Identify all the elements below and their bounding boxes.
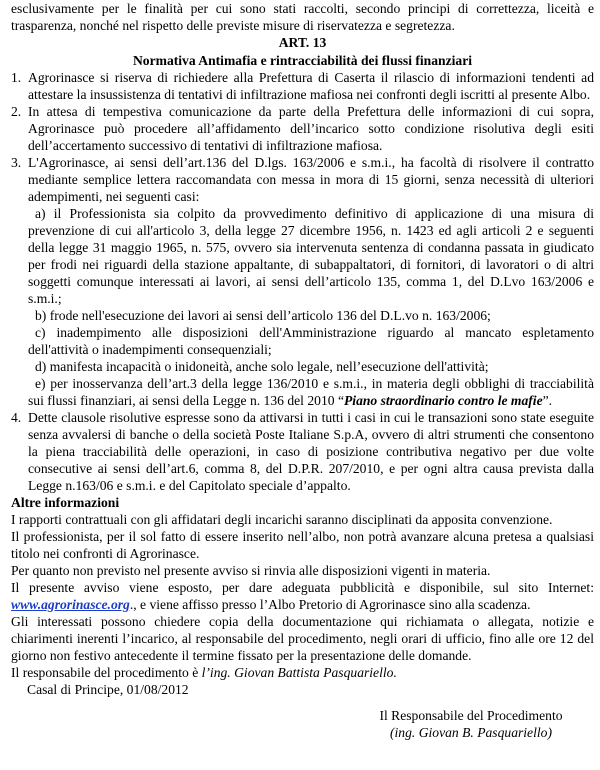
subclause-b: b) frode nell'esecuzione dei lavori ai sensi dell’articolo 136 del D.L.vo n. 163/2006; bbox=[35, 308, 491, 323]
subclause-e-end: ”. bbox=[542, 393, 553, 408]
signature-role: Il Responsabile del Procedimento bbox=[379, 708, 563, 723]
list-item-text: Dette clausole risolutive espresse sono da attivarsi in tutti i casi in cui le transazioni sono state eseguite senza avvalersi di banche o della società Poste Italiane S.p.A, ovvero di altri strumenti che consentono la piena tracciabilità delle operazioni, in caso di posizione contributiva negativo per due volte consecutive ai sensi dell’art.6, comma 8, del D.P.R. 207/2010, e per ogni altra causa prevista dalla Legge n.163/06 e s.m.i. e del Capitolato speciale d’appalto. bbox=[28, 410, 594, 493]
list-item-4 bbox=[11, 409, 594, 494]
subclause-c: c) inadempimento alle disposizioni dell'Amministrazione riguardo al mancato espletamento dell'attività o inadempimenti consequenziali; bbox=[28, 325, 594, 357]
other-info-p6-text: Il responsabile del procedimento è bbox=[11, 665, 202, 680]
list-item-text: In attesa di tempestiva comunicazione da parte della Prefettura delle informazioni di cui sopra, Agrorinasce può procedere all’affidamento dell’incarico sotto condizione risolutiva degli esiti dell’accertamento successivo di tentativi di infiltrazione mafiosa. bbox=[28, 104, 594, 153]
other-info-p2: Il professionista, per il sol fatto di essere inserito nell’albo, non potrà avanzare alcuna pretesa a qualsiasi titolo nei confronti di Agrorinasce. bbox=[11, 529, 594, 561]
list-number: 2. bbox=[11, 104, 22, 119]
subclause-d: d) manifesta incapacità o inidoneità, anche solo legale, nell’esecuzione dell'attività; bbox=[35, 359, 489, 374]
list-item-1 bbox=[11, 69, 594, 103]
list-item-3 bbox=[11, 154, 594, 409]
other-info-p4-end: ., e viene affisso presso l’Albo Pretorio di Agrorinasce sino alla scadenza. bbox=[129, 597, 531, 612]
website-link[interactable]: www.agrorinasce.org bbox=[11, 597, 130, 612]
article-number: ART. 13 bbox=[278, 35, 327, 50]
list-item-text: L'Agrorinasce, ai sensi dell’art.136 del D.lgs. 163/2006 e s.m.i., ha facoltà di risolvere il contratto mediante semplice lettera raccomandata con messa in mora di 15 giorni, senza necessità di ulteriori adempimenti, nei seguenti casi: bbox=[28, 155, 594, 204]
signature-name: (ing. Giovan B. Pasquariello) bbox=[390, 725, 552, 740]
other-info-p1: I rapporti contrattuali con gli affidatari degli incarichi saranno disciplinati da apposita convenzione. bbox=[11, 512, 553, 527]
list-number: 1. bbox=[11, 70, 22, 85]
signature-block bbox=[346, 707, 596, 741]
other-info-heading: Altre informazioni bbox=[11, 495, 120, 510]
article-title: Normativa Antimafia e rintracciabilità dei flussi finanziari bbox=[132, 53, 473, 68]
place-and-date: Casal di Principe, 01/08/2012 bbox=[27, 682, 189, 697]
intro-paragraph-tail: esclusivamente per le finalità per cui sono stati raccolti, secondo principi di correttezza, liceità e trasparenza, nonché nel rispetto delle previste misure di riservatezza e segretezza. bbox=[11, 1, 594, 33]
list-item-text: Agrorinasce si riserva di richiedere alla Prefettura di Caserta il rilascio di informazioni tendenti ad attestare la insussistenza di tentativi di infiltrazione mafiosa nei confronti degli iscritti al presente Albo. bbox=[28, 70, 594, 102]
responsible-name: l’ing. Giovan Battista Pasquariello. bbox=[201, 665, 397, 680]
other-info-p6 bbox=[11, 664, 594, 681]
other-info-p4 bbox=[11, 579, 594, 613]
other-info-p3: Per quanto non previsto nel presente avviso si rinvia alle disposizioni vigenti in materia. bbox=[11, 563, 491, 578]
other-info-p5: Gli interessati possono chiedere copia della documentazione qui richiamata o allegata, notizie e chiarimenti inerenti l’incarico, al responsabile del procedimento, negli orari di ufficio, fino alle ore 12 del giorno non festivo antecedente il termine fissato per la presentazione delle domande. bbox=[11, 614, 594, 663]
document-page bbox=[11, 0, 594, 698]
list-number: 3. bbox=[11, 155, 22, 170]
subclause-a: a) il Professionista sia colpito da provvedimento definitivo di applicazione di una misura di prevenzione di cui all'articolo 3, della legge 27 dicembre 1956, n. 1423 ed agli articoli 2 e seguenti della legge 31 maggio 1965, n. 575, ovvero sia intervenuta sentenza di condanna passata in giudicato per frodi nei riguardi della stazione appaltante, di subappaltatori, di fornitori, di lavoratori o di altri soggetti comunque interessati ai lavori, ai sensi dell’articolo 135, comma 1, del D.Lvo 163/2006 e s.m.i.; bbox=[28, 206, 594, 306]
other-info-p4-text: Il presente avviso viene esposto, per dare adeguata pubblicità e disponibile, sul sito Internet: bbox=[11, 580, 594, 595]
subclause-e bbox=[28, 375, 594, 409]
list-number: 4. bbox=[11, 410, 22, 425]
list-item-2 bbox=[11, 103, 594, 154]
subclause-e-text: e) per inosservanza dell’art.3 della legge 136/2010 e s.m.i., in materia degli obblighi di tracciabilità sui flussi finanziari, ai sensi della Legge n. 136 del 2010 “ bbox=[28, 376, 594, 408]
subclause-e-emphasis: Piano straordinario contro le mafie bbox=[343, 393, 543, 408]
